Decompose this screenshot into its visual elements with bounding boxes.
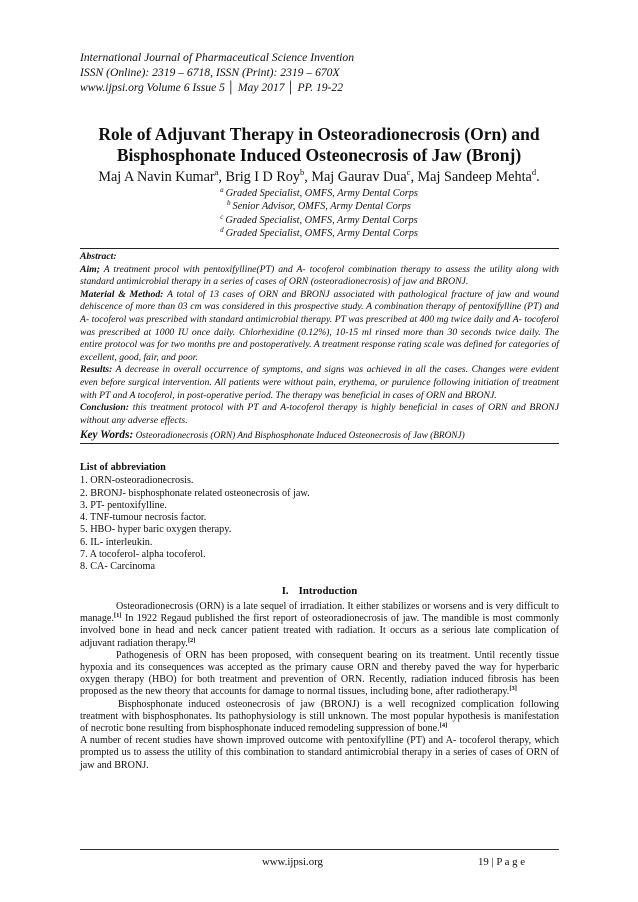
section-title: Introduction <box>298 585 358 597</box>
citation: [1] <box>113 612 122 620</box>
paragraph <box>80 699 559 736</box>
paragraph-text: In 1922 Regaud published the first report of osteoradionecrosis of jaw. The mandible is most commonly involved bone in head and neck cancer patient treated with radiation. It occurs as a serious late complication of adjuvant radiation therapy. <box>80 613 559 649</box>
abstract-top-rule <box>80 248 559 249</box>
aim-label: Aim; <box>80 263 100 275</box>
affiliation-sup: c <box>220 212 224 221</box>
affiliation-text: Senior Advisor, OMFS, Army Dental Corps <box>232 201 411 213</box>
author-name: Brig I D Roy <box>225 169 300 185</box>
abbreviation-heading: List of abbreviation <box>80 462 166 473</box>
affiliation-sup: b <box>227 199 231 208</box>
abstract-heading: Abstract: <box>80 251 117 262</box>
affiliation <box>80 227 558 240</box>
abbreviation-item: 4. TNF-tumour necrosis factor. <box>80 512 207 524</box>
keywords-label: Key Words: <box>80 429 134 442</box>
journal-name: International Journal of Pharmaceutical Science Invention <box>80 51 354 64</box>
method-label: Material & Method: <box>80 288 164 300</box>
author-sup: a <box>214 167 219 177</box>
affiliation-sup: d <box>220 226 224 235</box>
paper-title <box>70 124 568 166</box>
conclusion-text: this treatment protocol with PT and A-tocoferol therapy is highly beneficial in cases of ORN and BRONJ without any adverse effects. <box>80 402 559 426</box>
results-label: Results: <box>80 364 113 376</box>
affiliation-text: Graded Specialist, OMFS, Army Dental Corps <box>225 188 418 199</box>
section-number: I. <box>281 585 289 597</box>
results-text: A decrease in overall occurrence of symptoms, and signs was achieved in all the cases. Changes were evident even before surgical intervention. All patients were without pain, erythema, or purulence following initiation of treatment with PT and A tocoferol, in post-operative period. The therapy was beneficial in cases of ORN and BRONJ. <box>80 364 559 401</box>
affiliation <box>80 187 558 200</box>
aim-text: A treatment procol with pentoxifylline(PT) and A- tocoferol combination therapy to assess the utility along with standard antimicrobial therapy in a series of cases of ORN (osteoradionecrosis) of jaw and BRONJ. <box>80 263 559 288</box>
paragraph-text: Bisphosphonate induced osteonecrosis of jaw (BRONJ) is a well recognized complication following treatment with bisphosphonates. Its pathophysiology is still unknown. The most popular hypothesis is manifestation of necrotic bone resulting from bisphosphonate induced remodeling suppression of bone. <box>80 698 559 735</box>
abstract-conclusion <box>80 402 559 427</box>
author-sup: d <box>531 167 537 177</box>
affiliation-text: Graded Specialist, OMFS, Army Dental Corps <box>225 228 418 240</box>
paragraph-text: Pathogenesis of ORN has been proposed, with consequent bearing on its treatment. Until recently tissue hypoxia and its consequences was accepted as the primary cause ORN and thereby paved the way for hyperbaric oxygen therapy (HBO) for both treatment and prevention of ORN. Recently, radiation induced fibrosis has been proposed as the new theory that accounts for damage to normal tissues, including bone, after radiotherapy. <box>80 649 559 698</box>
footer-url[interactable]: www.ijpsi.org <box>262 856 323 868</box>
affiliation-list <box>80 187 558 241</box>
paragraph <box>80 650 559 699</box>
keywords-text: Osteoradionecrosis (ORN) And Bisphosphonate Induced Osteonecrosis of Jaw (BRONJ) <box>133 431 465 442</box>
abbreviation-item: 7. A tocoferol- alpha tocoferol. <box>80 549 206 561</box>
method-text: A total of 13 cases of ORN and BRONJ associated with pathological fracture of jaw and wound dehiscence of more than 03 cm was considered in this prospective study. A combination therapy of pentoxifylline (PT) and A- tocoferol was prescribed with standard antimicrobial therapy. PT was prescribed at 400 mg twice daily and A- tocoferol was prescribed at 1000 IU once daily. Chlorhexidine (0.12%), 10-15 ml rinsed more than 30 seconds twice daily. The entire protocol was for two months pre and postoperatively. A treatment response rating scale was defined for categories of excellent, good, fair, and poor. <box>80 288 559 363</box>
abstract-results <box>80 364 559 402</box>
paragraph <box>80 601 559 650</box>
footer-rule <box>80 849 559 850</box>
journal-volume: www.ijpsi.org Volume 6 Issue 5 │ May 2017 │ PP. 19-22 <box>80 81 343 94</box>
author-sup: c <box>406 167 411 177</box>
paragraph-text: Osteoradionecrosis (ORN) is a late sequel of irradiation. It either stabilizes or worsens and is very difficult to manage. <box>80 601 559 625</box>
author-list <box>40 168 598 186</box>
conclusion-label: Conclusion: <box>80 402 129 414</box>
abstract-aim <box>80 264 559 289</box>
journal-header <box>80 50 560 95</box>
abstract-keywords <box>80 428 559 443</box>
affiliation-text: Graded Specialist, OMFS, Army Dental Corps <box>225 214 418 226</box>
journal-issn: ISSN (Online): 2319 – 6718, ISSN (Print): 2319 – 670X <box>80 66 340 79</box>
introduction-body <box>80 601 559 772</box>
citation: [3] <box>509 685 517 693</box>
author-name: Maj Sandeep Mehta <box>417 169 532 185</box>
footer-page-number: 19 | P a g e <box>478 856 526 868</box>
abbreviation-item: 3. PT- pentoxifylline. <box>80 499 167 511</box>
abbreviation-item: 5. HBO- hyper baric oxygen therapy. <box>80 524 232 536</box>
abbreviation-item: 2. BRONJ- bisphosphonate related osteonecrosis of jaw. <box>80 487 310 499</box>
abstract-method <box>80 289 559 365</box>
affiliation <box>80 200 558 213</box>
abstract <box>80 251 559 443</box>
abbreviation-list <box>80 462 559 574</box>
author-sep: , <box>218 169 226 185</box>
citation: [2] <box>187 636 196 644</box>
title-line-2: Bisphosphonate Induced Osteonecrosis of Jaw (Bronj) <box>116 145 522 165</box>
citation: [4] <box>439 722 448 730</box>
paragraph <box>80 735 559 772</box>
abbreviation-item: 8. CA- Carcinoma <box>80 561 155 573</box>
author-sep: . <box>536 169 540 185</box>
author-sep: , <box>410 169 418 185</box>
author-name: Maj Gaurav Dua <box>311 169 407 185</box>
section-heading-introduction <box>80 585 559 597</box>
paragraph-text: A number of recent studies have shown improved outcome with pentoxifylline (PT) and A- tocoferol therapy, which prompted us to assess the utility of this combination to standard antimicrobial therapy in a series of cases of ORN of jaw and BRONJ. <box>80 735 559 771</box>
affiliation <box>80 214 558 227</box>
author-sep: , <box>304 169 312 185</box>
abbreviation-item: 1. ORN-osteoradionecrosis. <box>80 475 194 487</box>
title-line-1: Role of Adjuvant Therapy in Osteoradionecrosis (Orn) and <box>98 124 540 144</box>
author-sup: b <box>299 167 305 177</box>
abbreviation-item: 6. IL- interleukin. <box>80 536 153 548</box>
affiliation-sup: a <box>220 186 224 194</box>
author-name: Maj A Navin Kumar <box>98 169 215 185</box>
abstract-bottom-rule <box>80 443 559 444</box>
